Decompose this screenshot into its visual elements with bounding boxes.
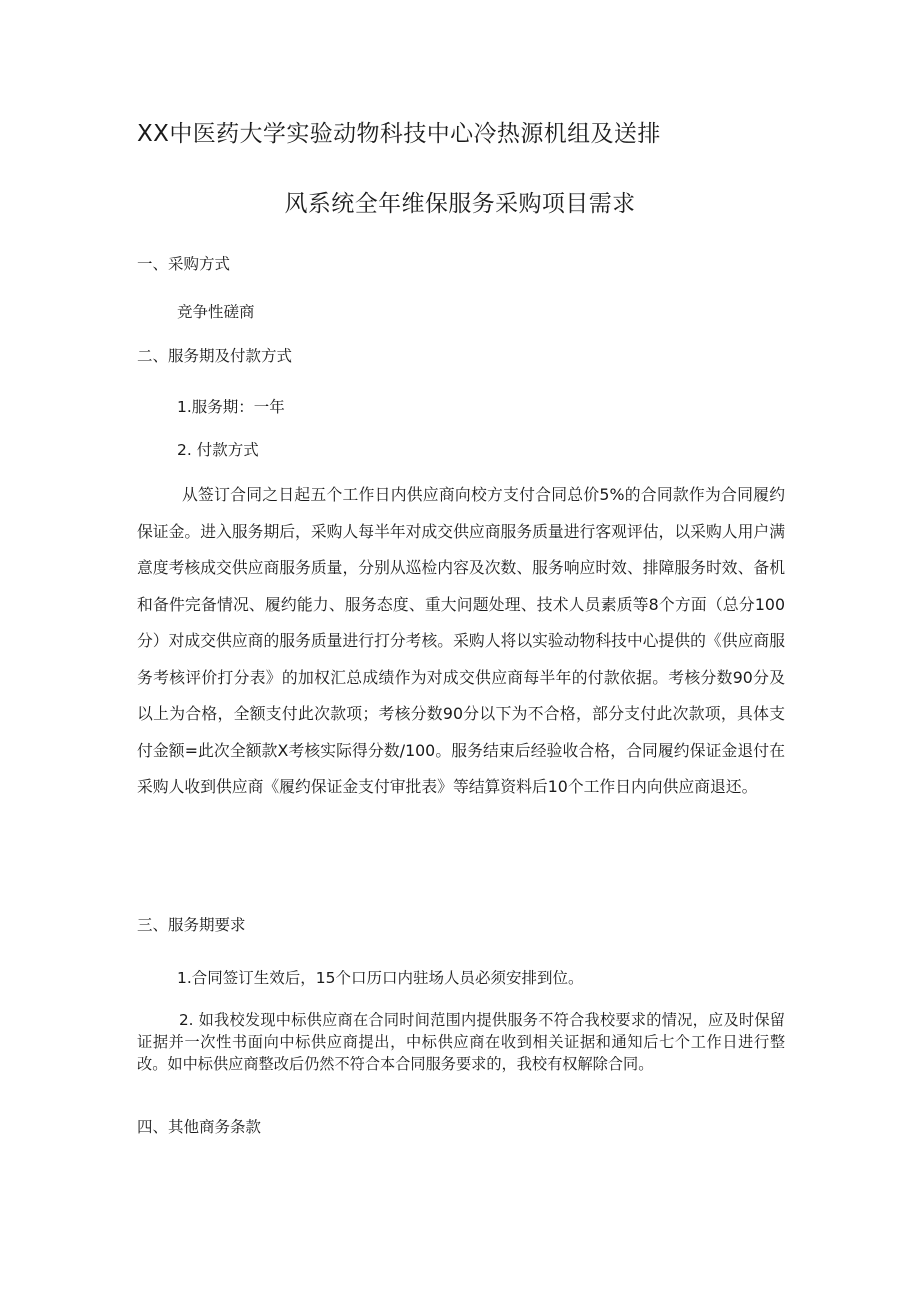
section-4-heading: 四、其他商务条款 [137,1118,262,1136]
section-2-item-2: 2. 付款方式 [177,441,259,459]
section-3-item-2: 2. 如我校发现中标供应商在合同时间范围内提供服务不符合我校要求的情况，应及时保留证据并一次性书面向中标供应商提出，中标供应商在收到相关证据和通知后七个工作日进行整改。如中标供应商整改后仍然不符合本合同服务要求的，我校有权解除合同。 [137,1011,785,1073]
section-1-heading: 一、采购方式 [137,255,231,273]
document-title-line-2: 风系统全年维保服务采购项目需求 [284,191,636,217]
section-2-heading: 二、服务期及付款方式 [137,347,293,365]
section-3-item-1: 1.合同签订生效后，15个口历口内驻场人员必须安排到位。 [177,969,584,987]
section-3-heading: 三、服务期要求 [137,916,246,934]
section-2-item-1: 1.服务期：一年 [177,398,285,416]
section-1-content: 竞争性磋商 [177,303,255,321]
section-2-body-paragraph: 从签订合同之日起五个工作日内供应商向校方支付合同总价5%的合同款作为合同履约保证金。进入服务期后，采购人每半年对成交供应商服务质量进行客观评估，以采购人用户满意度考核成交供应商服务质量，分别从巡检内容及次数、服务响应时效、排障服务时效、备机和备件完备情况、履约能力、服务态度、重大问题处理、技术人员素质等8个方面（总分100分）对成交供应商的服务质量进行打分考核。采购人将以实验动物科技中心提供的《供应商服务考核评价打分表》的加权汇总成绩作为对成交供应商每半年的付款依据。考核分数90分及以上为合格，全额支付此次款项；考核分数90分以下为不合格，部分支付此次款项，具体支付金额=此次全额款X考核实际得分数/100。服务结束后经验收合格，合同履约保证金退付在采购人收到供应商《履约保证金支付审批表》等结算资料后10个工作日内向供应商退还。 [137,485,785,796]
document-title-line-1: XX中医药大学实验动物科技中心冷热源机组及送排 [137,121,661,147]
